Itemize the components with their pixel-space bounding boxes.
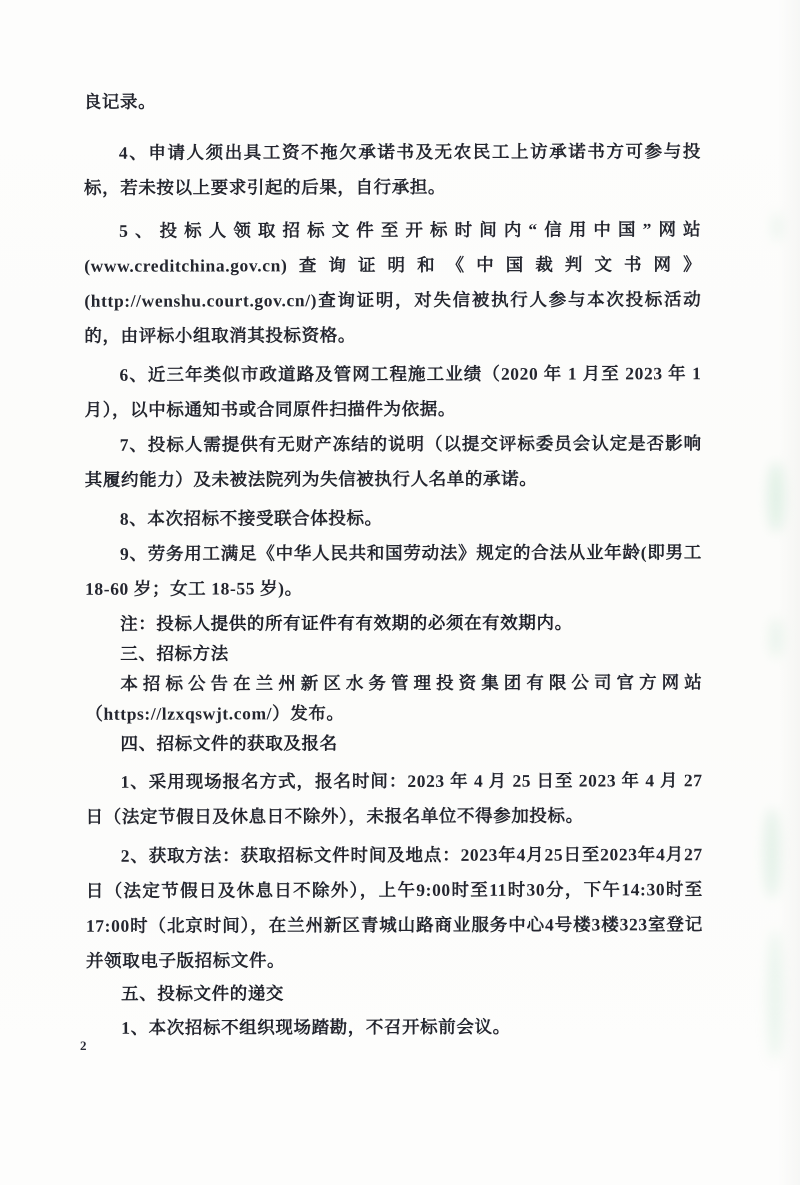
- scan-smudge: [764, 808, 780, 898]
- submission-clause-1: 1、本次招标不组织现场踏勘，不召开标前会议。: [121, 1016, 511, 1038]
- scan-edge-shading: [778, 0, 800, 1185]
- scan-smudge: [770, 618, 782, 658]
- clause-8: 8、本次招标不接受联合体投标。: [119, 508, 383, 529]
- page-number: 2: [80, 1038, 87, 1053]
- document-body: [84, 83, 704, 1046]
- scan-smudge: [772, 212, 782, 242]
- obtain-clause-1: 1、采用现场报名方式，报名时间：2023 年 4 月 25 日至 2023 年 4 月 27 日（法定节假日及休息日不除外），未报名单位不得参加投标。: [85, 770, 703, 827]
- obtain-clause-2: 2、获取方法：获取招标文件时间及地点：2023年4月25日至2023年4月27日（法定节假日及休息日不除外），上午9:00时至11时30分，下午14:30时至17:00时（北京时间），在兰州新区青城山路商业服务中心4号楼3楼323室登记并领取电子版招标文件。: [85, 844, 703, 971]
- clause-4: 4、申请人须出具工资不拖欠承诺书及无农民工上访承诺书方可参与投标，若未按以上要求引起的后果，自行承担。: [83, 141, 701, 198]
- clause-7: 7、投标人需提供有无财产冻结的说明（以提交评标委员会认定是否影响其履约能力）及未被法院列为失信被执行人名单的承诺。: [84, 433, 702, 490]
- scan-smudge: [768, 930, 782, 1060]
- section-heading-obtain: 四、招标文件的获取及报名: [120, 733, 338, 754]
- section-heading-submission: 五、投标文件的递交: [121, 983, 285, 1004]
- clause-9: 9、劳务用工满足《中华人民共和国劳动法》规定的合法从业年龄(即男工 18-60 岁；女工 18-55 岁)。: [85, 542, 702, 599]
- note-line: 注：投标人提供的所有证件有有效期的必须在有效期内。: [120, 612, 573, 634]
- scan-smudge: [768, 462, 784, 532]
- section-heading-method: 三、招标方法: [120, 643, 229, 664]
- paragraph-continuation: 良记录。: [83, 91, 157, 112]
- section-method-body: 本招标公告在兰州新区水务管理投资集团有限公司官方网站（https://lzxqswjt.com/）发布。: [85, 672, 703, 724]
- clause-6: 6、近三年类似市政道路及管网工程施工业绩（2020 年 1 月至 2023 年 1 月），以中标通知书或合同原件扫描件为依据。: [84, 363, 702, 420]
- clause-5: 5、投标人领取招标文件至开标时间内“信用中国”网站(www.creditchina.gov.cn)查询证明和《中国裁判文书网》(http://wenshu.court.gov.cn/)查询证明，对失信被执行人参与本次投标活动的，由评标小组取消其投标资格。: [84, 219, 702, 346]
